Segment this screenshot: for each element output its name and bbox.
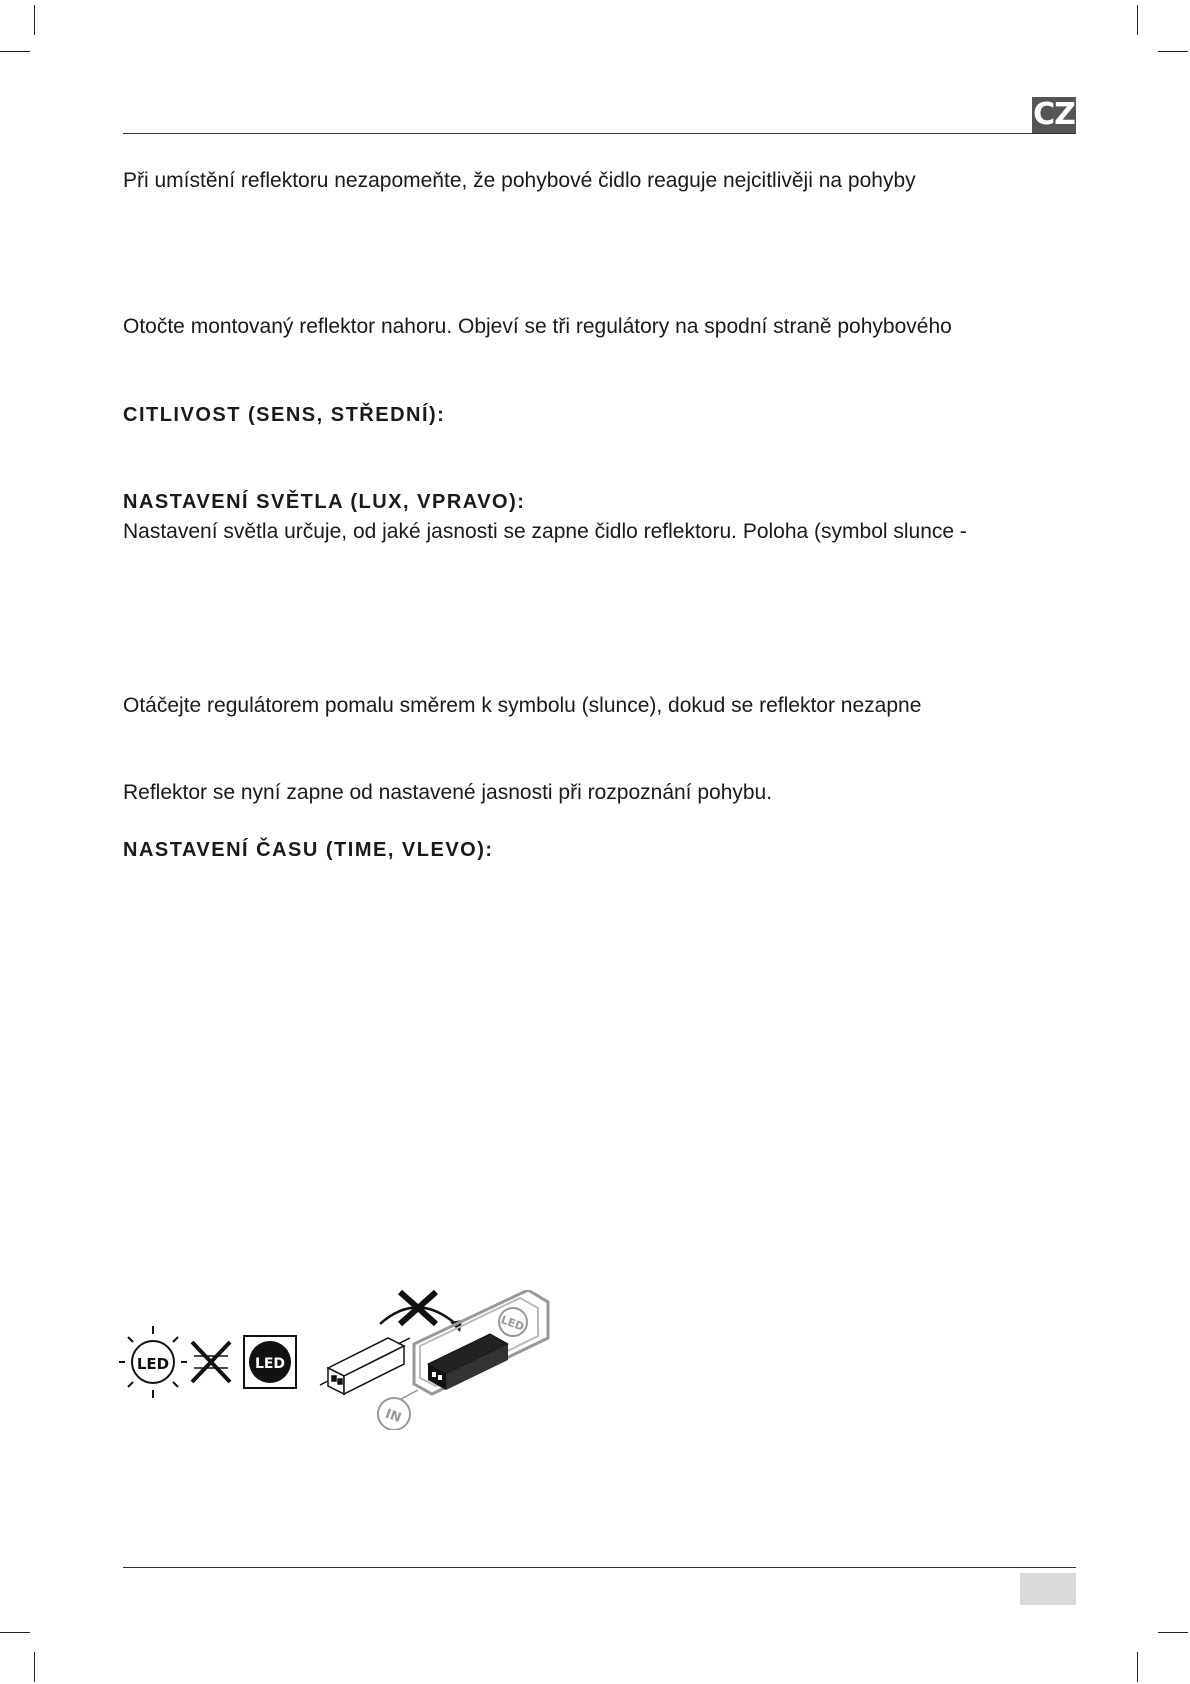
paragraph-light-setting: Nastavení světla určuje, od jaké jasnosti se zapne čidlo reflektoru. Poloha (symbol slunce - xyxy=(123,520,967,543)
crop-mark xyxy=(1137,5,1138,35)
crop-mark xyxy=(1158,1632,1188,1633)
svg-text:LED: LED xyxy=(254,1356,286,1372)
heading-light-setting: NASTAVENÍ SVĚTLA (LUX, VPRAVO): xyxy=(123,491,526,513)
crop-mark xyxy=(34,5,35,35)
heading-sensitivity: CITLIVOST (SENS, STŘEDNÍ): xyxy=(123,404,446,426)
led-sun-icon xyxy=(119,1326,187,1398)
crop-mark xyxy=(0,51,30,52)
svg-text:LED: LED xyxy=(499,1313,526,1334)
paragraph-adjust: Otáčejte regulátorem pomalu směrem k symbolu (slunce), dokud se reflektor nezapne xyxy=(123,694,922,717)
crop-mark xyxy=(1137,1652,1138,1682)
crop-mark xyxy=(1158,51,1188,52)
cross-icon xyxy=(192,1342,230,1382)
led-dark-icon xyxy=(244,1336,296,1388)
in-label: IN xyxy=(383,1406,404,1427)
paragraph-result: Reflektor se nyní zapne od nastavené jasnosti při rozpoznání pohybu. xyxy=(123,781,773,804)
crop-mark xyxy=(34,1652,35,1682)
heading-time-setting: NASTAVENÍ ČASU (TIME, VLEVO): xyxy=(123,839,494,861)
paragraph-placement: Při umístění reflektoru nezapomeňte, že pohybové čidlo reaguje nejcitlivěji na pohyby xyxy=(123,169,916,192)
led-label: LED xyxy=(136,1355,170,1373)
footer-rule xyxy=(123,1567,1076,1568)
crop-mark xyxy=(0,1632,30,1633)
paragraph-rotate: Otočte montovaný reflektor nahoru. Objeví se tři regulátory na spodní straně pohybového xyxy=(123,315,952,338)
page-number-box xyxy=(1020,1573,1076,1605)
led-driver-icon xyxy=(320,1338,410,1394)
installation-figure xyxy=(118,1290,588,1430)
language-badge: CZ xyxy=(1033,97,1075,132)
header-rule xyxy=(123,133,1076,134)
